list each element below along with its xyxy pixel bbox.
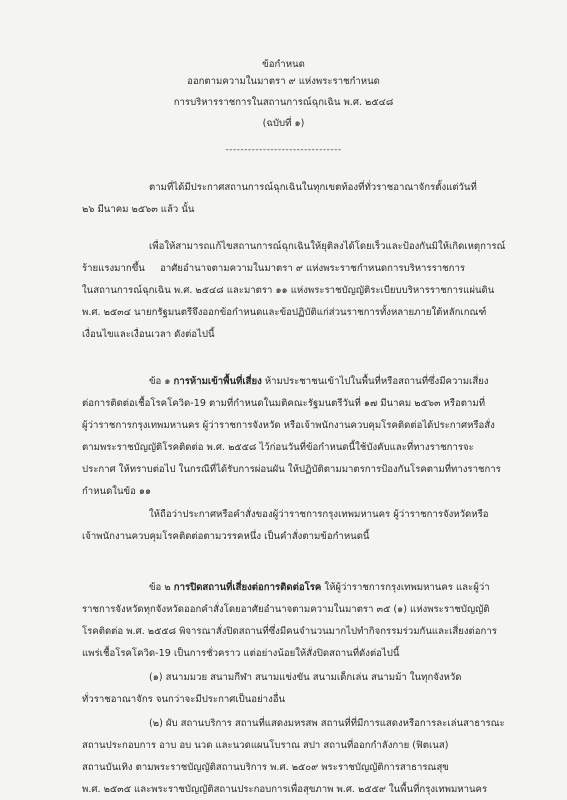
clause-1-text: ห้ามประชาชนเข้าไปในพื้นที่หรือสถานที่ซึ่งมีความเสี่ยง xyxy=(264,376,489,387)
clause-2-line: โรคติดต่อ พ.ศ. ๒๕๕๘ พิจารณาสั่งปิดสถานที่ซึ่งมีคนจำนวนมากไปทำกิจกรรมร่วมกันและเสี่ยงต่อการ xyxy=(82,626,497,637)
clause-1-line: ตามพระราชบัญญัติโรคติดต่อ พ.ศ. ๒๕๕๘ ไว้ก่อนวันที่ข้อกำหนดนี้ใช้บังคับและที่ทางราชการจะ xyxy=(82,442,474,453)
header-separator: ------------------------------- xyxy=(225,145,342,155)
document-edition: (ฉบับที่ ๑) xyxy=(262,118,305,129)
clause-2-item-2-line: (๒) ผับ สถานบริการ สถานที่แสดงมหรสพ สถานที่ที่มีการแสดงหรือการละเล่นสาธารณะ xyxy=(149,718,505,729)
document-authority-line: ออกตามความในมาตรา ๙ แห่งพระราชกำหนด xyxy=(187,76,380,87)
preamble-line: เงื่อนไขและเงื่อนเวลา ดังต่อไปนี้ xyxy=(82,329,215,340)
clause-2-line: ราชการจังหวัดทุกจังหวัดออกคำสั่งโดยอาศัยอำนาจตามความในมาตรา ๓๕ (๑) แห่งพระราชบัญญัติ xyxy=(82,604,490,615)
clause-2-item-2-line: สถานบันเทิง ตามพระราชบัญญัติสถานบริการ พ.ศ. ๒๕๐๙ พระราชบัญญัติการสาธารณสุข xyxy=(82,762,449,773)
clause-1-note-line: ให้ถือว่าประกาศหรือคำสั่งของผู้ว่าราชการกรุงเทพมหานคร ผู้ว่าราชการจังหวัดหรือ xyxy=(149,509,489,520)
clause-1-heading: การห้ามเข้าพื้นที่เสี่ยง xyxy=(173,376,262,387)
clause-2-number: ข้อ ๒ xyxy=(149,582,171,593)
preamble-line: ในสถานการณ์ฉุกเฉิน พ.ศ. ๒๕๔๘ และมาตรา ๑๑ แห่งพระราชบัญญัติระเบียบบริหารราชการแผ่นดิน xyxy=(82,285,495,296)
clause-2-line: แพร่เชื้อโรคโควิด-19 เป็นการชั่วคราว แต่อย่างน้อยให้สั่งปิดสถานที่ดังต่อไปนี้ xyxy=(82,648,400,659)
preamble-line: ร้ายแรงมากขึ้น อาศัยอำนาจตามความในมาตรา ๙ แห่งพระราชกำหนดการบริหารราชการ xyxy=(82,263,465,274)
clause-2-item-1-line: ทั่วราชอาณาจักร จนกว่าจะมีประกาศเป็นอย่างอื่น xyxy=(82,694,286,705)
clause-1-number: ข้อ ๑ xyxy=(149,376,171,387)
clause-1-first-line xyxy=(149,375,489,389)
clause-1-note-line: เจ้าพนักงานควบคุมโรคติดต่อตามวรรคหนึ่ง เป็นคำสั่งตามข้อกำหนดนี้ xyxy=(82,531,370,542)
clause-2-first-line xyxy=(149,581,490,595)
clause-2-item-2-line: พ.ศ. ๒๕๓๕ และพระราชบัญญัติสถานประกอบการเพื่อสุขภาพ พ.ศ. ๒๕๕๙ ในพื้นที่กรุงเทพมหานคร xyxy=(82,784,488,795)
clause-2-text: ให้ผู้ว่าราชการกรุงเทพมหานคร และผู้ว่า xyxy=(324,582,490,593)
preamble-line: ตามที่ได้มีประกาศสถานการณ์ฉุกเฉินในทุกเขตท้องที่ทั่วราชอาณาจักรตั้งแต่วันที่ xyxy=(149,182,477,193)
preamble-line: พ.ศ. ๒๕๓๔ นายกรัฐมนตรีจึงออกข้อกำหนดและข้อปฏิบัติแก่ส่วนราชการทั้งหลายภายใต้หลักเกณฑ์ xyxy=(82,307,487,318)
clause-1-line: กำหนดในข้อ ๑๑ xyxy=(82,486,152,497)
clause-2-item-2-line: สถานประกอบการ อาบ อบ นวด และนวดแผนโบราณ สปา สถานที่ออกกำลังกาย (ฟิตเนส) xyxy=(82,740,449,751)
document-act-line: การบริหารราชการในสถานการณ์ฉุกเฉิน พ.ศ. ๒๕๔๘ xyxy=(173,97,394,108)
preamble-line: เพื่อให้สามารถแก้ไขสถานการณ์ฉุกเฉินให้ยุติลงได้โดยเร็วและป้องกันมิให้เกิดเหตุการณ์ xyxy=(149,241,506,252)
clause-1-line: ผู้ว่าราชการกรุงเทพมหานคร ผู้ว่าราชการจังหวัด หรือเจ้าพนักงานควบคุมโรคติดต่อได้ประกาศหรือสั่ง xyxy=(82,420,495,431)
preamble-line: ๒๖ มีนาคม ๒๕๖๓ แล้ว นั้น xyxy=(82,204,195,215)
document-title: ข้อกำหนด xyxy=(262,59,305,70)
clause-2-heading: การปิดสถานที่เสี่ยงต่อการติดต่อโรค xyxy=(173,582,322,593)
clause-2-item-1-line: (๑) สนามมวย สนามกีฬา สนามแข่งขัน สนามเด็กเล่น สนามม้า ในทุกจังหวัด xyxy=(149,672,462,683)
clause-1-line: ประกาศ ให้ทราบต่อไป ในกรณีที่ได้รับการผ่อนผัน ให้ปฏิบัติตามมาตรการป้องกันโรคตามที่ทางราชการ xyxy=(82,464,501,475)
clause-1-line: ต่อการติดต่อเชื้อโรคโควิด-19 ตามที่กำหนดในมติคณะรัฐมนตรีวันที่ ๑๗ มีนาคม ๒๕๖๓ หรือตามที่ xyxy=(82,398,486,409)
